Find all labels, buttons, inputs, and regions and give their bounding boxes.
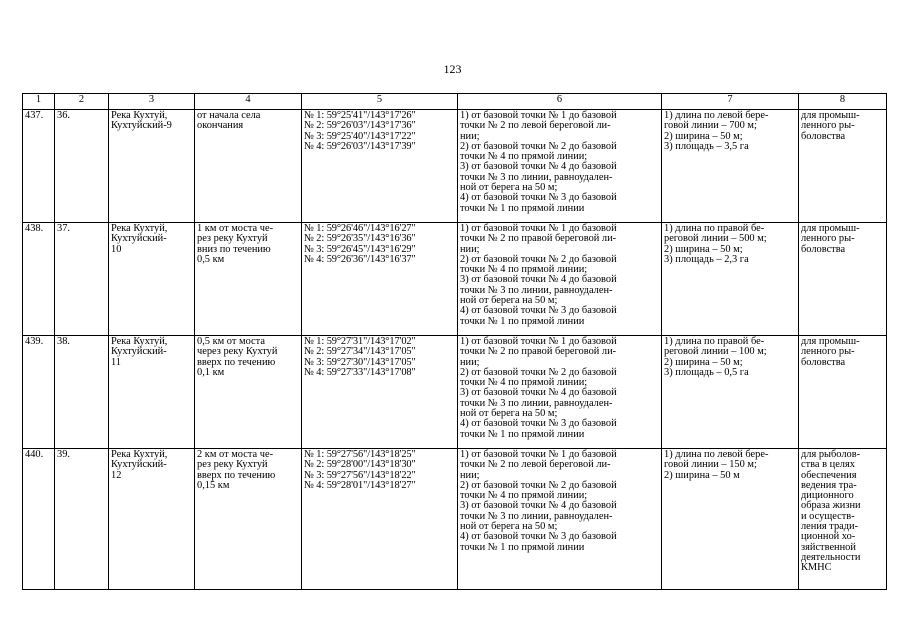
location-line: 0,5 км <box>197 253 225 265</box>
boundary-description-line: 3) от базовой точки № 4 до базовой <box>460 387 617 399</box>
coordinates-line: № 1: 59°25'41"/143°17'26" <box>304 110 416 121</box>
area-name-line: Река Кухтуй, <box>111 336 168 347</box>
boundary-description-line: точки № 2 по правой береговой ли- <box>460 233 617 245</box>
dimensions-line: 2) ширина – 50 м <box>664 469 740 481</box>
coordinates-line: № 1: 59°27'31"/143°17'02" <box>304 336 416 347</box>
dimensions-line: 3) площадь – 2,3 га <box>664 253 749 265</box>
boundary-description-cell <box>458 223 662 336</box>
purpose-cell <box>799 223 887 336</box>
column-header: 7 <box>662 94 799 110</box>
coordinates-line: № 3: 59°27'30"/143°17'05" <box>304 356 416 368</box>
area-name-cell <box>109 223 195 336</box>
area-name-line: Кухтуйский-9 <box>111 120 172 132</box>
coordinates-line: № 4: 59°27'33"/143°17'08" <box>304 366 416 378</box>
column-header: 1 <box>23 94 55 110</box>
sub-number-cell: 36. <box>55 110 109 223</box>
boundary-description-line: 4) от базовой точки № 3 до базовой <box>460 531 617 543</box>
area-name-line: Река Кухтуй, <box>111 223 168 234</box>
boundary-description-line: точки № 1 по прямой линии <box>460 315 585 327</box>
location-line: вверх по течению <box>197 469 276 481</box>
table-row <box>23 449 887 590</box>
purpose-line: ведения тра- <box>801 479 857 491</box>
column-header: 5 <box>302 94 458 110</box>
boundary-description-line: точки № 2 по левой береговой ли- <box>460 459 611 471</box>
boundary-description-cell <box>458 449 662 590</box>
purpose-line: КМНС <box>801 562 832 574</box>
purpose-line: деятельности <box>801 551 861 563</box>
boundary-description-line: точки № 3 по линии, равноудален- <box>460 171 613 183</box>
page-number: 123 <box>443 62 462 76</box>
purpose-line: диционного <box>801 490 854 502</box>
purpose-line: для рыболов- <box>801 449 861 460</box>
boundary-description-line: 3) от базовой точки № 4 до базовой <box>460 161 617 173</box>
boundary-description-line: 1) от базовой точки № 1 до базовой <box>460 110 617 121</box>
purpose-cell <box>799 336 887 449</box>
boundary-description-line: нии; <box>460 243 480 255</box>
purpose-line: и осуществ- <box>801 510 855 522</box>
boundary-description-line: нии; <box>460 130 480 142</box>
boundary-description-cell <box>458 336 662 449</box>
location-line: 1 км от моста че- <box>197 223 274 234</box>
row-number-cell: 439. <box>23 336 55 449</box>
boundary-description-line: точки № 1 по прямой линии <box>460 541 585 553</box>
purpose-line: боловства <box>801 356 846 368</box>
location-line: от начала села <box>197 110 261 121</box>
location-cell <box>195 449 302 590</box>
boundary-description-line: точки № 1 по прямой линии <box>460 202 585 214</box>
purpose-line: боловства <box>801 243 846 255</box>
location-cell <box>195 110 302 223</box>
table-row <box>23 336 887 449</box>
dimensions-line: реговой линии – 500 м; <box>664 233 767 245</box>
area-name-line: Кухтуйский- <box>111 459 167 471</box>
location-line: вниз по течению <box>197 243 271 255</box>
coordinates-line: № 1: 59°27'56"/143°18'25" <box>304 449 416 460</box>
purpose-line: для промыш- <box>801 336 860 347</box>
boundary-description-line: 1) от базовой точки № 1 до базовой <box>460 336 617 347</box>
boundary-description-line: 4) от базовой точки № 3 до базовой <box>460 418 617 430</box>
dimensions-line: 3) площадь – 0,5 га <box>664 366 749 378</box>
coordinates-line: № 4: 59°26'36"/143°16'37" <box>304 253 416 265</box>
purpose-line: для промыш- <box>801 110 860 121</box>
dimensions-line: 1) длина по левой бере- <box>664 449 769 460</box>
purpose-line: ленного ры- <box>801 120 855 132</box>
dimensions-line: говой линии – 700 м; <box>664 120 757 132</box>
boundary-description-line: 2) от базовой точки № 2 до базовой <box>460 479 617 491</box>
coordinates-line: № 2: 59°26'35"/143°16'36" <box>304 233 416 245</box>
boundary-description-line: 3) от базовой точки № 4 до базовой <box>460 500 617 512</box>
area-name-line: Кухтуйский- <box>111 233 167 245</box>
column-header: 2 <box>55 94 109 110</box>
dimensions-cell <box>662 110 799 223</box>
location-cell <box>195 336 302 449</box>
boundary-description-line: точки № 4 по прямой линии; <box>460 151 588 163</box>
fishing-areas-table <box>22 93 887 590</box>
location-line: 0,1 км <box>197 366 225 378</box>
boundary-description-line: 2) от базовой точки № 2 до базовой <box>460 366 617 378</box>
coordinates-line: № 3: 59°27'56"/143°18'22" <box>304 469 416 481</box>
dimensions-cell <box>662 223 799 336</box>
row-number-cell: 440. <box>23 449 55 590</box>
table-row <box>23 110 887 223</box>
boundary-description-line: ной от берега на 50 м; <box>460 408 558 420</box>
area-name-cell <box>109 449 195 590</box>
purpose-line: ленного ры- <box>801 346 855 358</box>
area-name-cell <box>109 110 195 223</box>
boundary-description-line: нии; <box>460 469 480 481</box>
boundary-description-line: точки № 4 по прямой линии; <box>460 490 588 502</box>
boundary-description-line: точки № 1 по прямой линии <box>460 428 585 440</box>
purpose-line: ленного ры- <box>801 233 855 245</box>
sub-number-cell: 37. <box>55 223 109 336</box>
table-body <box>23 110 887 590</box>
area-name-line: Река Кухтуй, <box>111 449 168 460</box>
boundary-description-line: ной от берега на 50 м; <box>460 295 558 307</box>
boundary-description-line: точки № 4 по прямой линии; <box>460 264 588 276</box>
area-name-line: 12 <box>111 469 122 481</box>
coordinates-line: № 3: 59°25'40"/143°17'22" <box>304 130 416 142</box>
boundary-description-line: точки № 3 по линии, равноудален- <box>460 397 613 409</box>
dimensions-cell <box>662 336 799 449</box>
coordinates-line: № 2: 59°28'00"/143°18'30" <box>304 459 416 471</box>
dimensions-line: 3) площадь – 3,5 га <box>664 140 749 152</box>
location-line: 0,5 км от моста <box>197 336 265 347</box>
purpose-line: зяйственной <box>801 541 856 553</box>
area-name-line: Кухтуйский- <box>111 346 167 358</box>
coordinates-cell <box>302 449 458 590</box>
sub-number-cell: 38. <box>55 336 109 449</box>
boundary-description-line: 4) от базовой точки № 3 до базовой <box>460 192 617 204</box>
row-number-cell: 437. <box>23 110 55 223</box>
purpose-cell <box>799 110 887 223</box>
sub-number-cell: 39. <box>55 449 109 590</box>
boundary-description-line: точки № 2 по правой береговой ли- <box>460 346 617 358</box>
boundary-description-line: 1) от базовой точки № 1 до базовой <box>460 449 617 460</box>
coordinates-line: № 3: 59°26'45"/143°16'29" <box>304 243 416 255</box>
purpose-line: ления тради- <box>801 521 859 533</box>
coordinates-line: № 4: 59°26'03"/143°17'39" <box>304 140 416 152</box>
boundary-description-line: точки № 3 по линии, равноудален- <box>460 284 613 296</box>
location-line: через реку Кухтуй <box>197 346 278 358</box>
purpose-line: боловства <box>801 130 846 142</box>
location-line: 2 км от моста че- <box>197 449 274 460</box>
table-row <box>23 223 887 336</box>
location-line: вверх по течению <box>197 356 276 368</box>
column-header: 3 <box>109 94 195 110</box>
coordinates-line: № 2: 59°26'03"/143°17'36" <box>304 120 416 132</box>
dimensions-line: реговой линии – 100 м; <box>664 346 767 358</box>
coordinates-cell <box>302 336 458 449</box>
area-name-cell <box>109 336 195 449</box>
coordinates-line: № 1: 59°26'46"/143°16'27" <box>304 223 416 234</box>
boundary-description-line: 3) от базовой точки № 4 до базовой <box>460 274 617 286</box>
coordinates-line: № 2: 59°27'34"/143°17'05" <box>304 346 416 358</box>
boundary-description-line: точки № 4 по прямой линии; <box>460 377 588 389</box>
dimensions-line: 2) ширина – 50 м; <box>664 243 743 255</box>
boundary-description-line: 2) от базовой точки № 2 до базовой <box>460 253 617 265</box>
dimensions-line: 1) длина по левой бере- <box>664 110 769 121</box>
purpose-line: для промыш- <box>801 223 860 234</box>
location-line: рез реку Кухтуй <box>197 233 268 245</box>
coordinates-line: № 4: 59°28'01"/143°18'27" <box>304 479 416 491</box>
boundary-description-line: ной от берега на 50 м; <box>460 182 558 194</box>
boundary-description-line: 1) от базовой точки № 1 до базовой <box>460 223 617 234</box>
boundary-description-line: 2) от базовой точки № 2 до базовой <box>460 140 617 152</box>
column-header: 4 <box>195 94 302 110</box>
boundary-description-line: 4) от базовой точки № 3 до базовой <box>460 305 617 317</box>
dimensions-line: говой линии – 150 м; <box>664 459 757 471</box>
purpose-line: ства в целях <box>801 459 855 471</box>
coordinates-cell <box>302 223 458 336</box>
dimensions-line: 2) ширина – 50 м; <box>664 356 743 368</box>
coordinates-cell <box>302 110 458 223</box>
boundary-description-line: точки № 3 по линии, равноудален- <box>460 510 613 522</box>
boundary-description-cell <box>458 110 662 223</box>
location-line: рез реку Кухтуй <box>197 459 268 471</box>
dimensions-line: 1) длина по правой бе- <box>664 223 765 234</box>
location-cell <box>195 223 302 336</box>
location-line: 0,15 км <box>197 479 230 491</box>
purpose-line: обеспечения <box>801 469 857 481</box>
row-number-cell: 438. <box>23 223 55 336</box>
location-line: окончания <box>197 120 244 132</box>
area-name-line: 10 <box>111 243 122 255</box>
purpose-cell <box>799 449 887 590</box>
area-name-line: Река Кухтуй, <box>111 110 168 121</box>
boundary-description-line: нии; <box>460 356 480 368</box>
boundary-description-line: точки № 2 по левой береговой ли- <box>460 120 611 132</box>
area-name-line: 11 <box>111 356 122 368</box>
dimensions-line: 2) ширина – 50 м; <box>664 130 743 142</box>
dimensions-line: 1) длина по правой бе- <box>664 336 765 347</box>
purpose-line: ционной хо- <box>801 531 856 543</box>
header-row <box>23 94 887 110</box>
column-header: 8 <box>799 94 887 110</box>
boundary-description-line: ной от берега на 50 м; <box>460 521 558 533</box>
column-header: 6 <box>458 94 662 110</box>
dimensions-cell <box>662 449 799 590</box>
purpose-line: образа жизни <box>801 500 861 512</box>
